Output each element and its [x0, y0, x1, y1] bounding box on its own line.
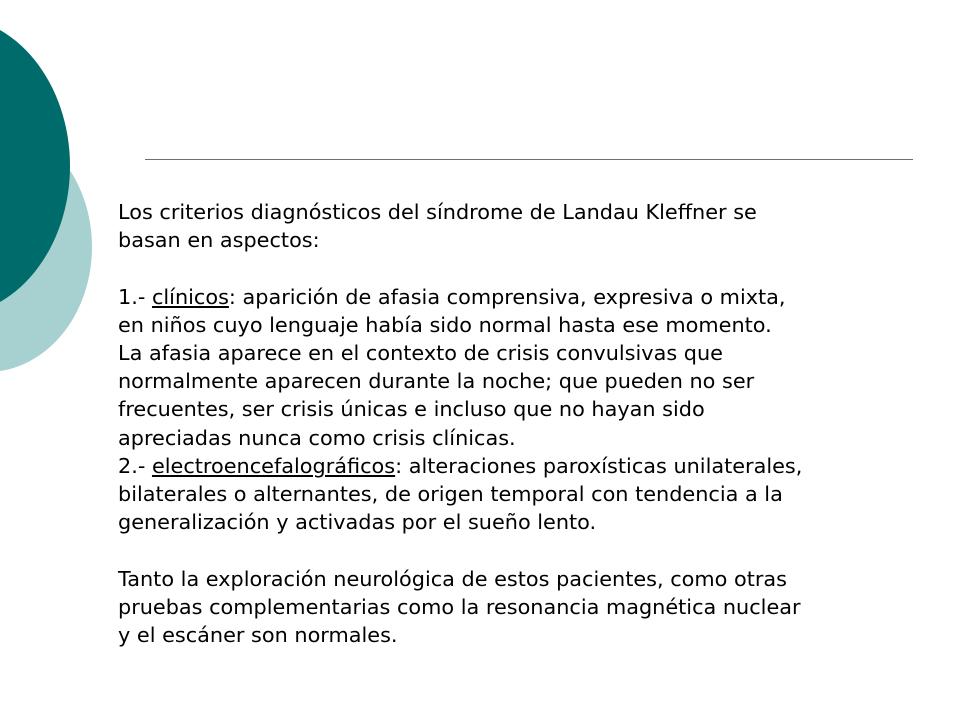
item-1-line: apreciadas nunca como crisis clínicas.	[118, 425, 516, 450]
closing-line: pruebas complementarias como la resonancia magnética nuclear	[118, 594, 801, 619]
item-1-line: frecuentes, ser crisis únicas e incluso que no hayan sido	[118, 397, 705, 422]
item-1-rest: : aparición de afasia comprensiva, expresiva o mixta,	[228, 284, 786, 309]
item-2-term: electroencefalográficos	[151, 453, 396, 478]
item-2-line: generalización y activadas por el sueño lento.	[118, 510, 597, 535]
title-divider	[145, 159, 913, 160]
item-1-line: La afasia aparece en el contexto de crisis convulsivas que	[118, 341, 723, 365]
item-2-line: bilaterales o alternantes, de origen temporal con tendencia a la	[118, 482, 783, 507]
slide-body-text	[118, 198, 918, 649]
item-1-line: normalmente aparecen durante la noche; que pueden no ser	[118, 369, 755, 394]
paragraph-spacer	[118, 536, 918, 564]
item-1-heading-line	[118, 283, 918, 311]
item-1-prefix: 1.-	[118, 284, 152, 309]
closing-line: Tanto la exploración neurológica de estos pacientes, como otras	[118, 566, 787, 591]
item-1-term: clínicos	[151, 284, 229, 309]
item-2-prefix: 2.-	[118, 453, 152, 478]
intro-line: basan en aspectos:	[118, 228, 320, 253]
item-2-rest: : alteraciones paroxísticas unilaterales,	[395, 453, 803, 478]
closing-line: y el escáner son normales.	[118, 623, 398, 648]
paragraph-spacer	[118, 254, 918, 282]
item-1-line: en niños cuyo lenguaje había sido normal hasta ese momento.	[118, 312, 772, 337]
intro-line: Los criterios diagnósticos del síndrome de Landau Kleffner se	[118, 200, 757, 224]
item-2-heading-line	[118, 452, 918, 480]
